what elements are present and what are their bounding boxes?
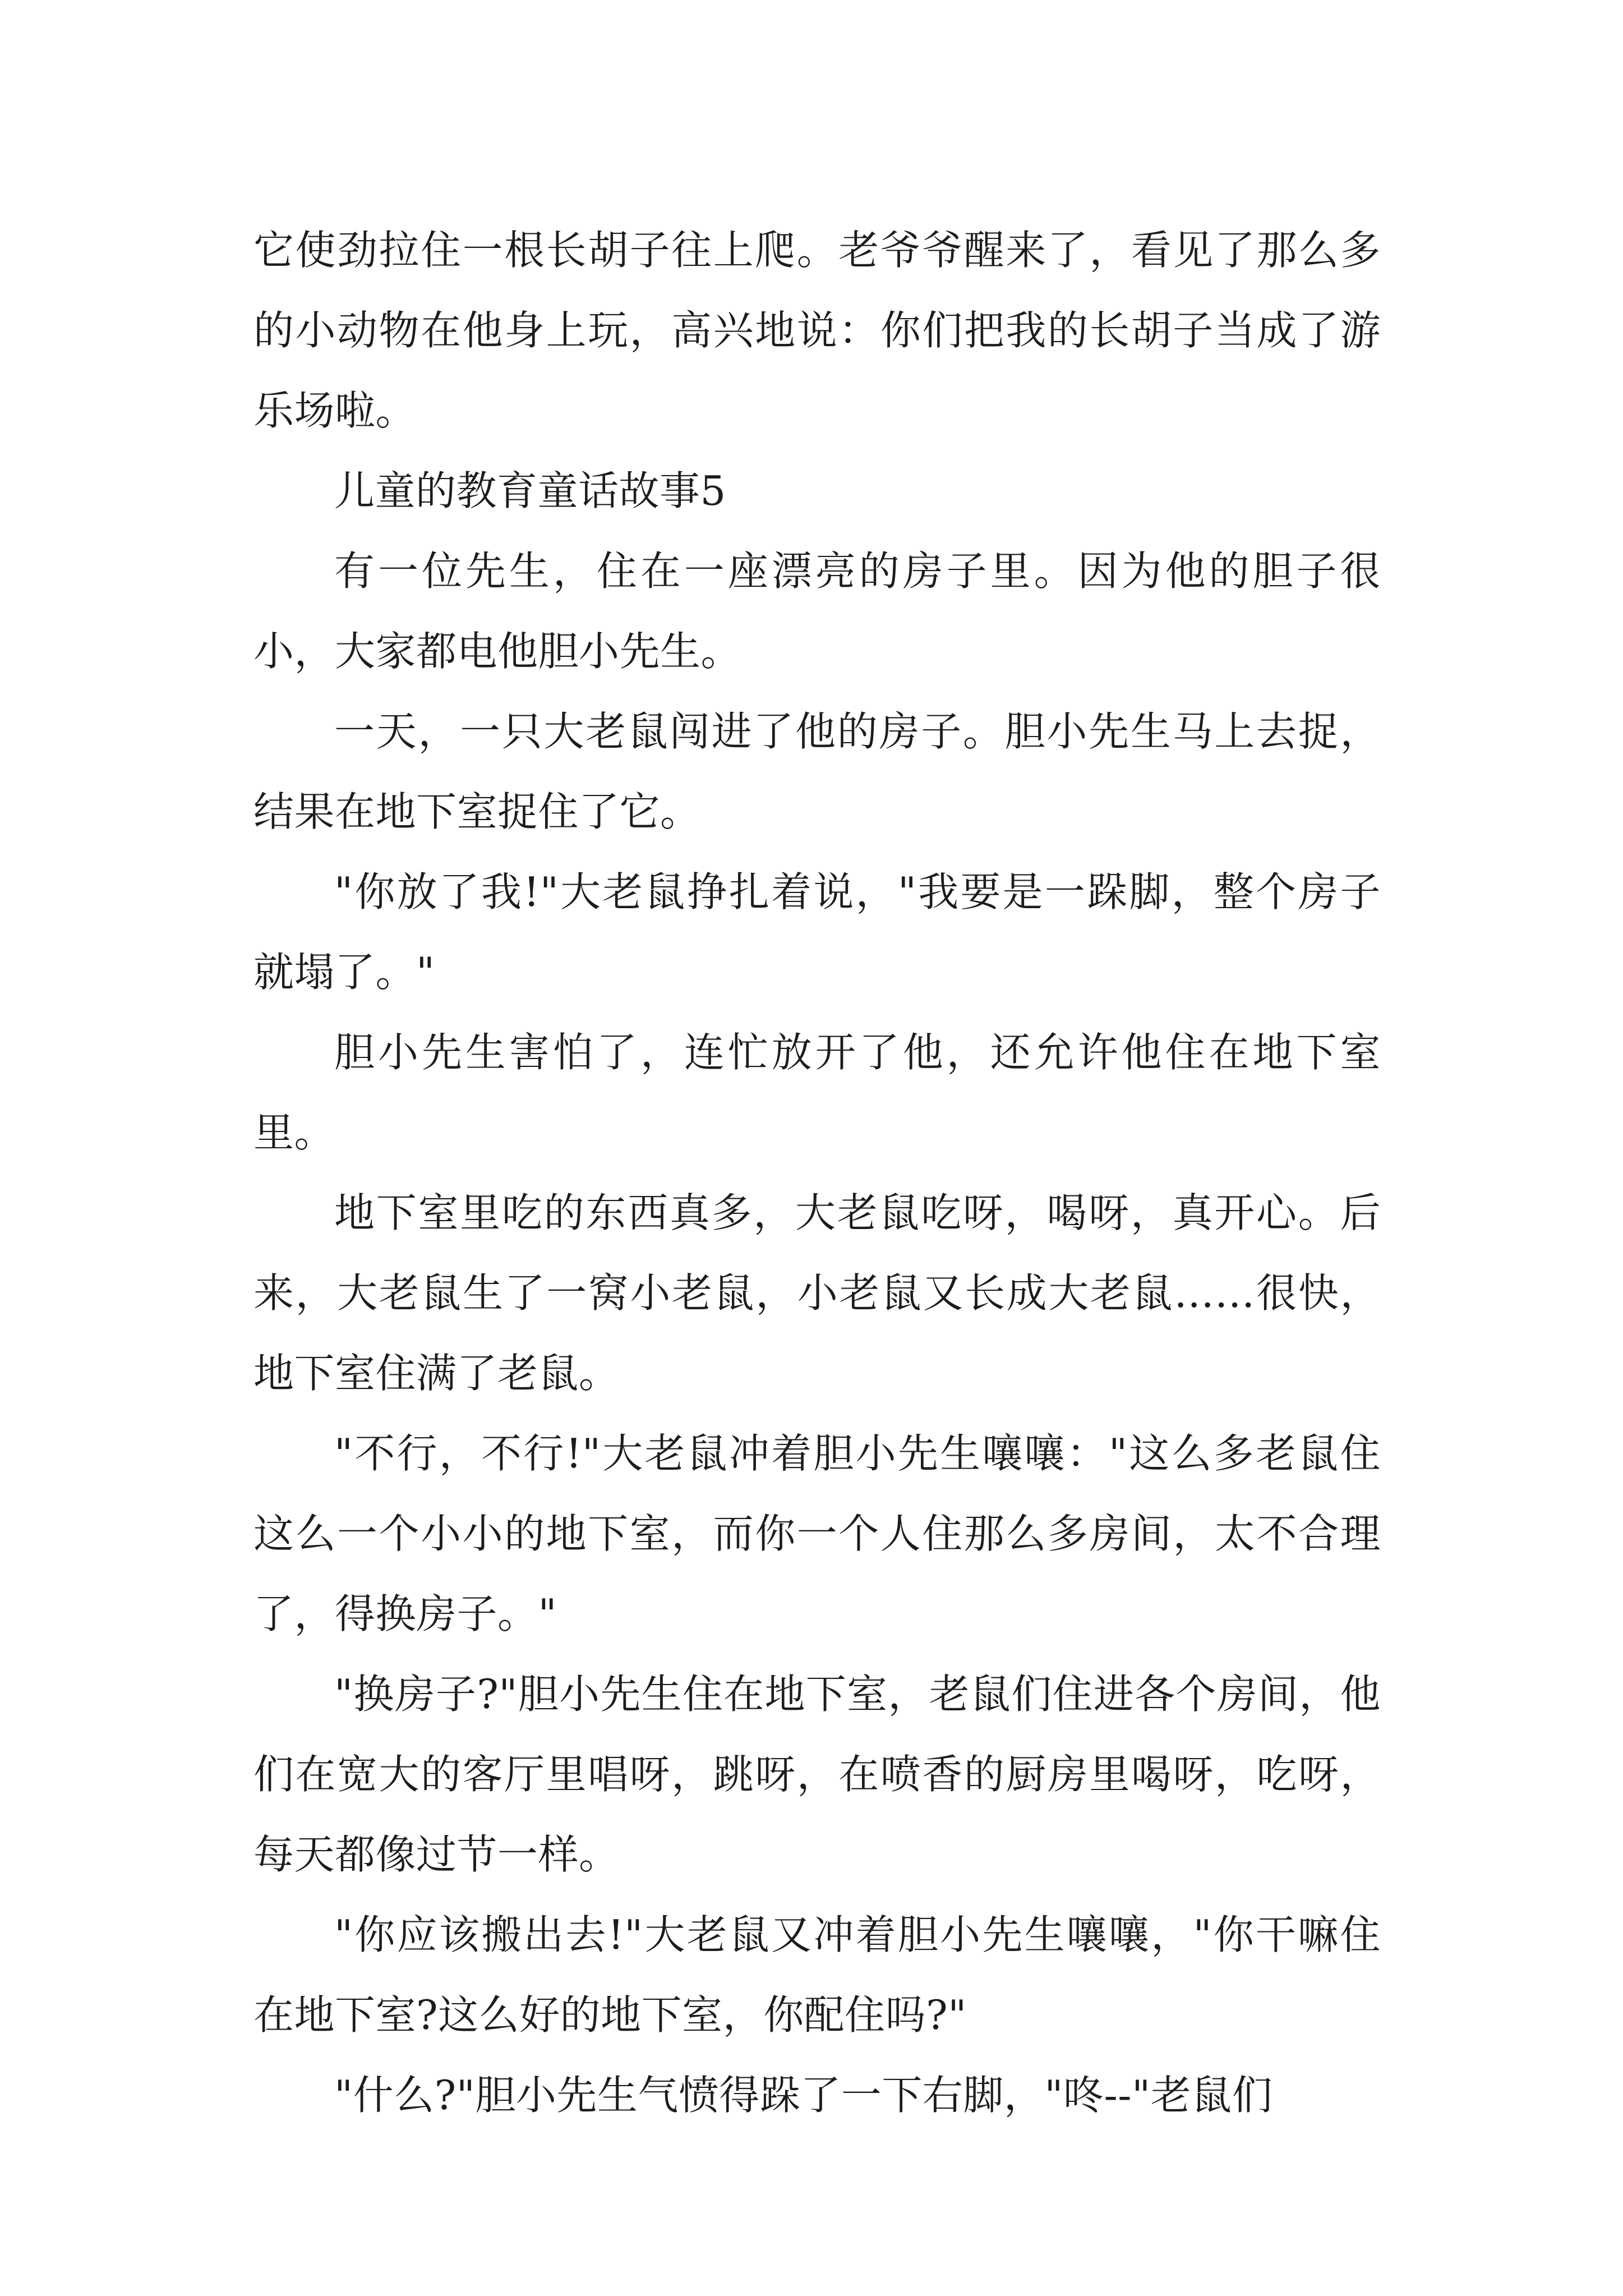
paragraph-9: "你应该搬出去!"大老鼠又冲着胆小先生嚷嚷，"你干嘛住在地下室?这么好的地下室，你配住吗?" (253, 1911, 1381, 2039)
paragraph-5: 胆小先生害怕了，连忙放开了他，还允许他住在地下室里。 (253, 1029, 1381, 1156)
story-heading: 儿童的教育童话故事5 (334, 467, 726, 514)
paragraph-7: "不行，不行!"大老鼠冲着胆小先生嚷嚷："这么多老鼠住这么一个小小的地下室，而你一个人住那么多房间，太不合理了，得换房子。" (253, 1430, 1381, 1637)
paragraph-10: "什么?"胆小先生气愤得跺了一下右脚，"咚--"老鼠们 (334, 2072, 1273, 2119)
paragraph-1: 它使劲拉住一根长胡子往上爬。老爷爷醒来了，看见了那么多的小动物在他身上玩，高兴地说：你们把我的长胡子当成了游乐场啦。 (253, 227, 1381, 434)
paragraph-3: 一天，一只大老鼠闯进了他的房子。胆小先生马上去捉，结果在地下室捉住了它。 (253, 708, 1381, 835)
paragraph-8: "换房子?"胆小先生住在地下室，老鼠们住进各个房间，他们在宽大的客厅里唱呀，跳呀，在喷香的厨房里喝呀，吃呀，每天都像过节一样。 (253, 1671, 1381, 1878)
story-text (253, 210, 1381, 2136)
paragraph-4: "你放了我!"大老鼠挣扎着说，"我要是一跺脚，整个房子就塌了。" (253, 868, 1381, 996)
paragraph-2: 有一位先生，住在一座漂亮的房子里。因为他的胆子很小，大家都电他胆小先生。 (253, 547, 1381, 675)
paragraph-6: 地下室里吃的东西真多，大老鼠吃呀，喝呀，真开心。后来，大老鼠生了一窝小老鼠，小老鼠又长成大老鼠……很快，地下室住满了老鼠。 (253, 1189, 1381, 1397)
